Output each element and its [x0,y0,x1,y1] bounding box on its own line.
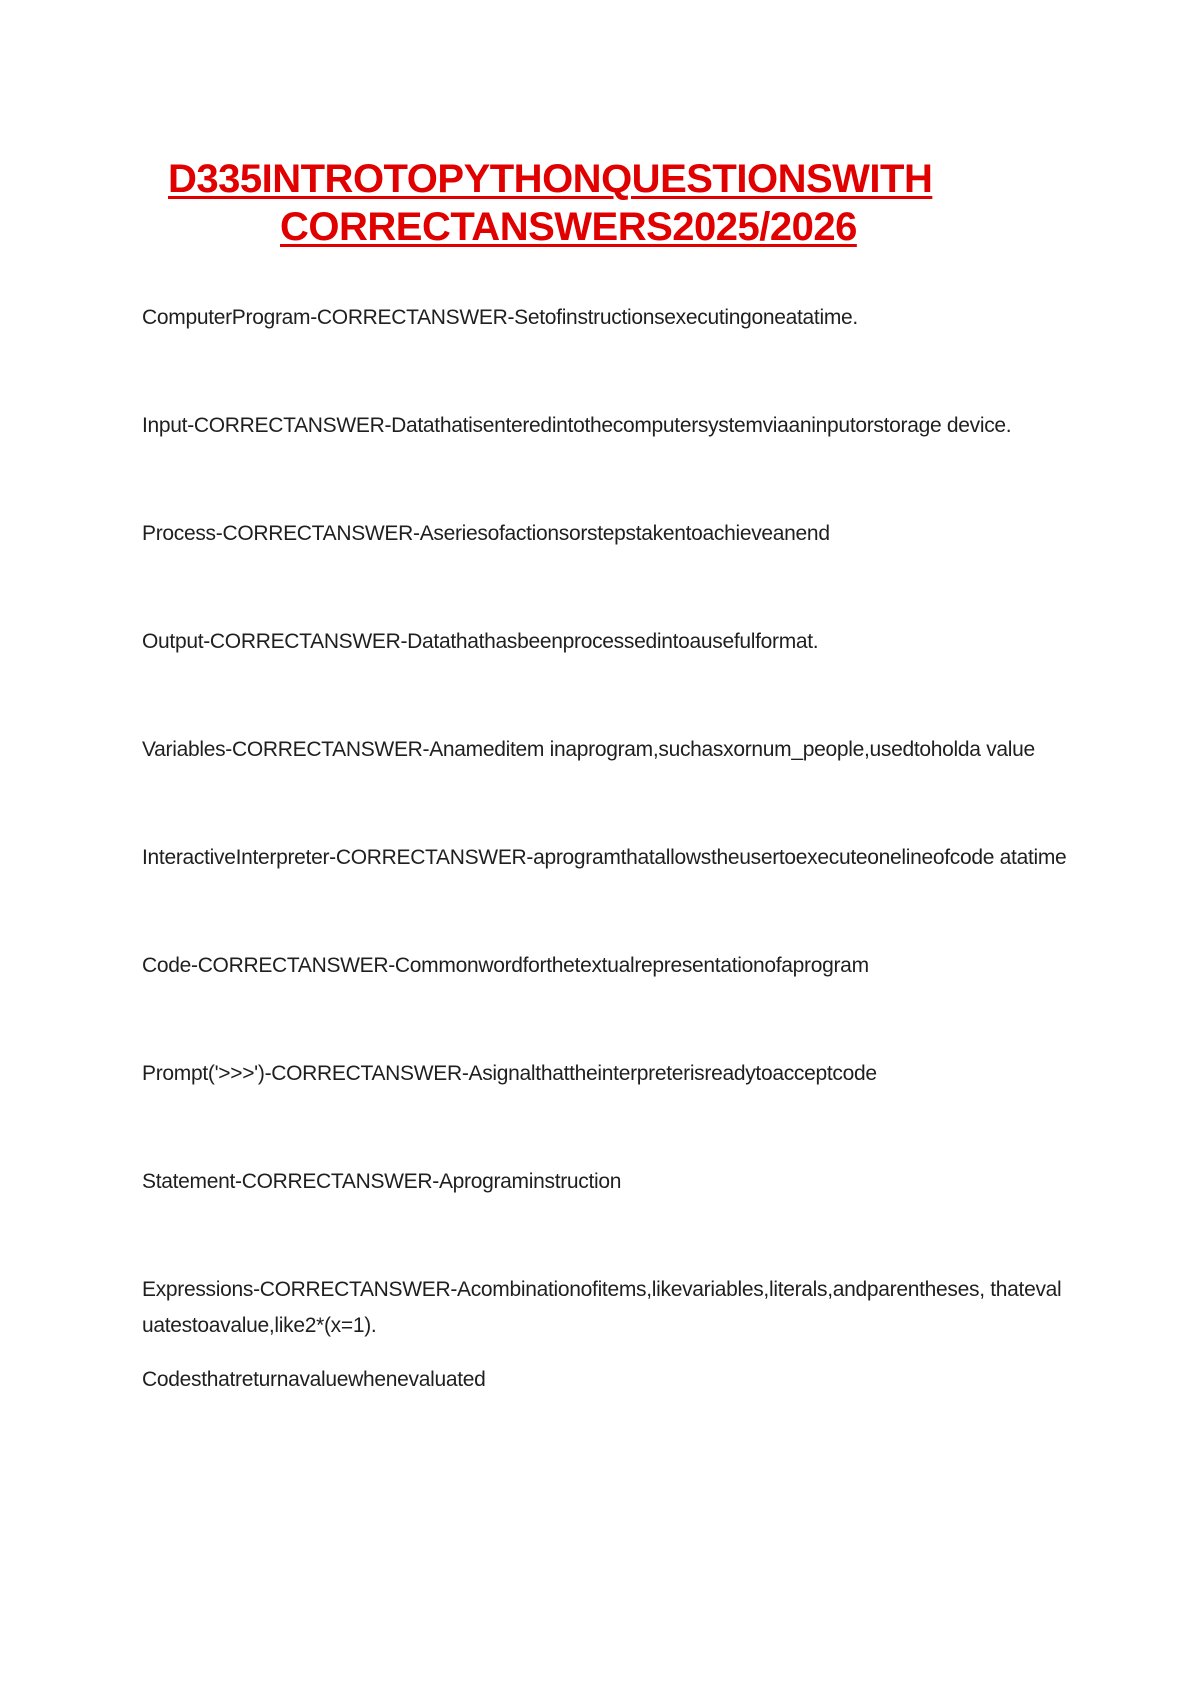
qa-entry-code: Code-CORRECTANSWER-Commonwordforthetextualrepresentationofaprogram [142,954,869,977]
qa-list [142,300,1072,1398]
qa-entry-output: Output-CORRECTANSWER-Datathathasbeenprocessedintoausefulformat. [142,630,819,653]
qa-entry-input: Input-CORRECTANSWER-Datathatisenteredintothecomputersystemviaaninputorstorage device. [142,414,1012,437]
qa-entry-prompt: Prompt('>>>')-CORRECTANSWER-Asignalthattheinterpreterisreadytoacceptcode [142,1062,877,1085]
qa-entry-computer-program: ComputerProgram-CORRECTANSWER-Setofinstructionsexecutingoneatatime. [142,306,858,329]
title-line-1: D335INTROTOPYTHONQUESTIONSWITH [168,157,933,201]
qa-entry-statement: Statement-CORRECTANSWER-Aprograminstruction [142,1170,622,1193]
qa-entry-process: Process-CORRECTANSWER-Aseriesofactionsorstepstakentoachieveanend [142,522,830,545]
qa-entry-expressions: Expressions-CORRECTANSWER-Acombinationofitems,likevariables,literals,andparentheses, thatevaluatestoavalue,like2*(x=1). [142,1278,1062,1337]
qa-entry-interactive-interpreter: InteractiveInterpreter-CORRECTANSWER-aprogramthatallowstheusertoexecuteonelineofcode atatime [142,846,1067,869]
title-line-2: CORRECTANSWERS2025/2026 [280,205,857,249]
qa-entry-variables: Variables-CORRECTANSWER-Anameditem inaprogram,suchasxornum_people,usedtoholda value [142,738,1035,761]
document-title [0,155,1200,251]
qa-entry-expressions-note: Codesthatreturnavaluewhenevaluated [142,1368,486,1391]
